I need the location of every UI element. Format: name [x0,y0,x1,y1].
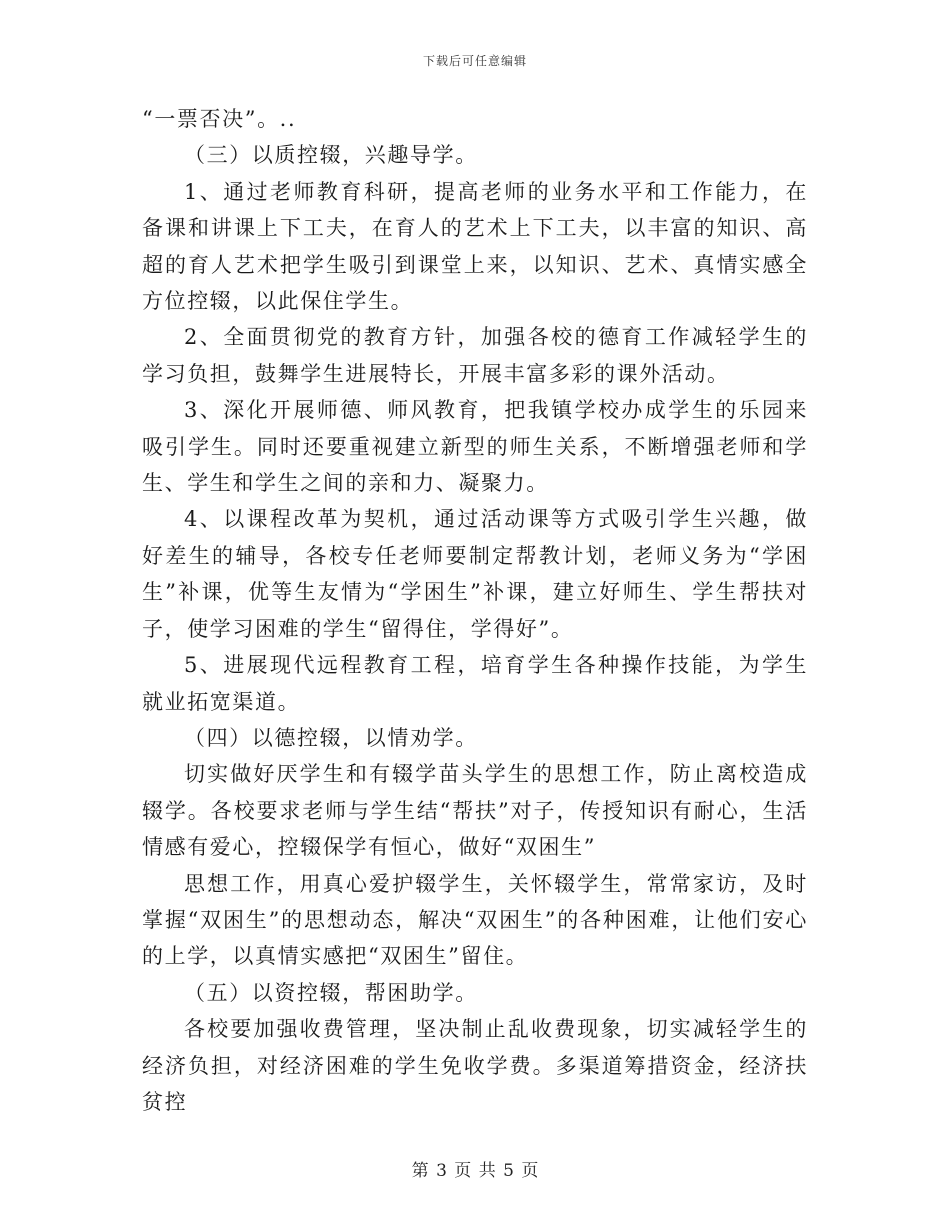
paragraph: 2、全面贯彻党的教育方针，加强各校的德育工作减轻学生的学习负担，鼓舞学生进展特长，开展丰富多彩的课外活动。 [142,325,808,386]
paragraph: 3、深化开展师德、师风教育，把我镇学校办成学生的乐园来吸引学生。同时还要重视建立新型的师生关系，不断增强老师和学生、学生和学生之间的亲和力、凝聚力。 [142,398,808,496]
section-heading: （五）以资控辍，帮困助学。 [184,980,478,1005]
paragraph: 1、通过老师教育科研，提高老师的业务水平和工作能力，在备课和讲课上下工夫，在育人的艺术上下工夫，以丰富的知识、高超的育人艺术把学生吸引到课堂上来，以知识、艺术、真情实感全方位控辍，以此保住学生。 [142,179,808,314]
paragraph: 各校要加强收费管理，坚决制止乱收费现象，切实减轻学生的经济负担，对经济困难的学生免收学费。多渠道筹措资金，经济扶贫控 [142,1017,808,1114]
paragraph: 5、进展现代远程教育工程，培育学生各种操作技能，为学生就业拓宽渠道。 [142,653,808,714]
document-body [142,101,808,1120]
page-header: 下载后可任意编辑 [422,54,527,68]
page-number-footer: 第 3 页 共 5 页 [411,1161,539,1181]
section-heading: （三）以质控辍，兴趣导学。 [184,143,478,168]
paragraph: 思想工作，用真心爱护辍学生，关怀辍学生，常常家访，及时掌握“双困生”的思想动态，解决“双困生”的各种困难，让他们安心的上学，以真情实感把“双困生”留住。 [142,871,808,969]
paragraph: “一票否决”。.. [142,107,297,131]
paragraph: 切实做好厌学生和有辍学苗头学生的思想工作，防止离校造成辍学。各校要求老师与学生结“帮扶”对子，传授知识有耐心，生活情感有爱心，控辍保学有恒心，做好“双困生” [142,762,808,860]
section-heading: （四）以德控辍，以情劝学。 [184,725,478,750]
paragraph: 4、以课程改革为契机，通过活动课等方式吸引学生兴趣，做好差生的辅导，各校专任老师要制定帮教计划，老师义务为“学困生”补课，优等生友情为“学困生”补课，建立好师生、学生帮扶对子，使学习困难的学生“留得住，学得好”。 [142,507,808,641]
